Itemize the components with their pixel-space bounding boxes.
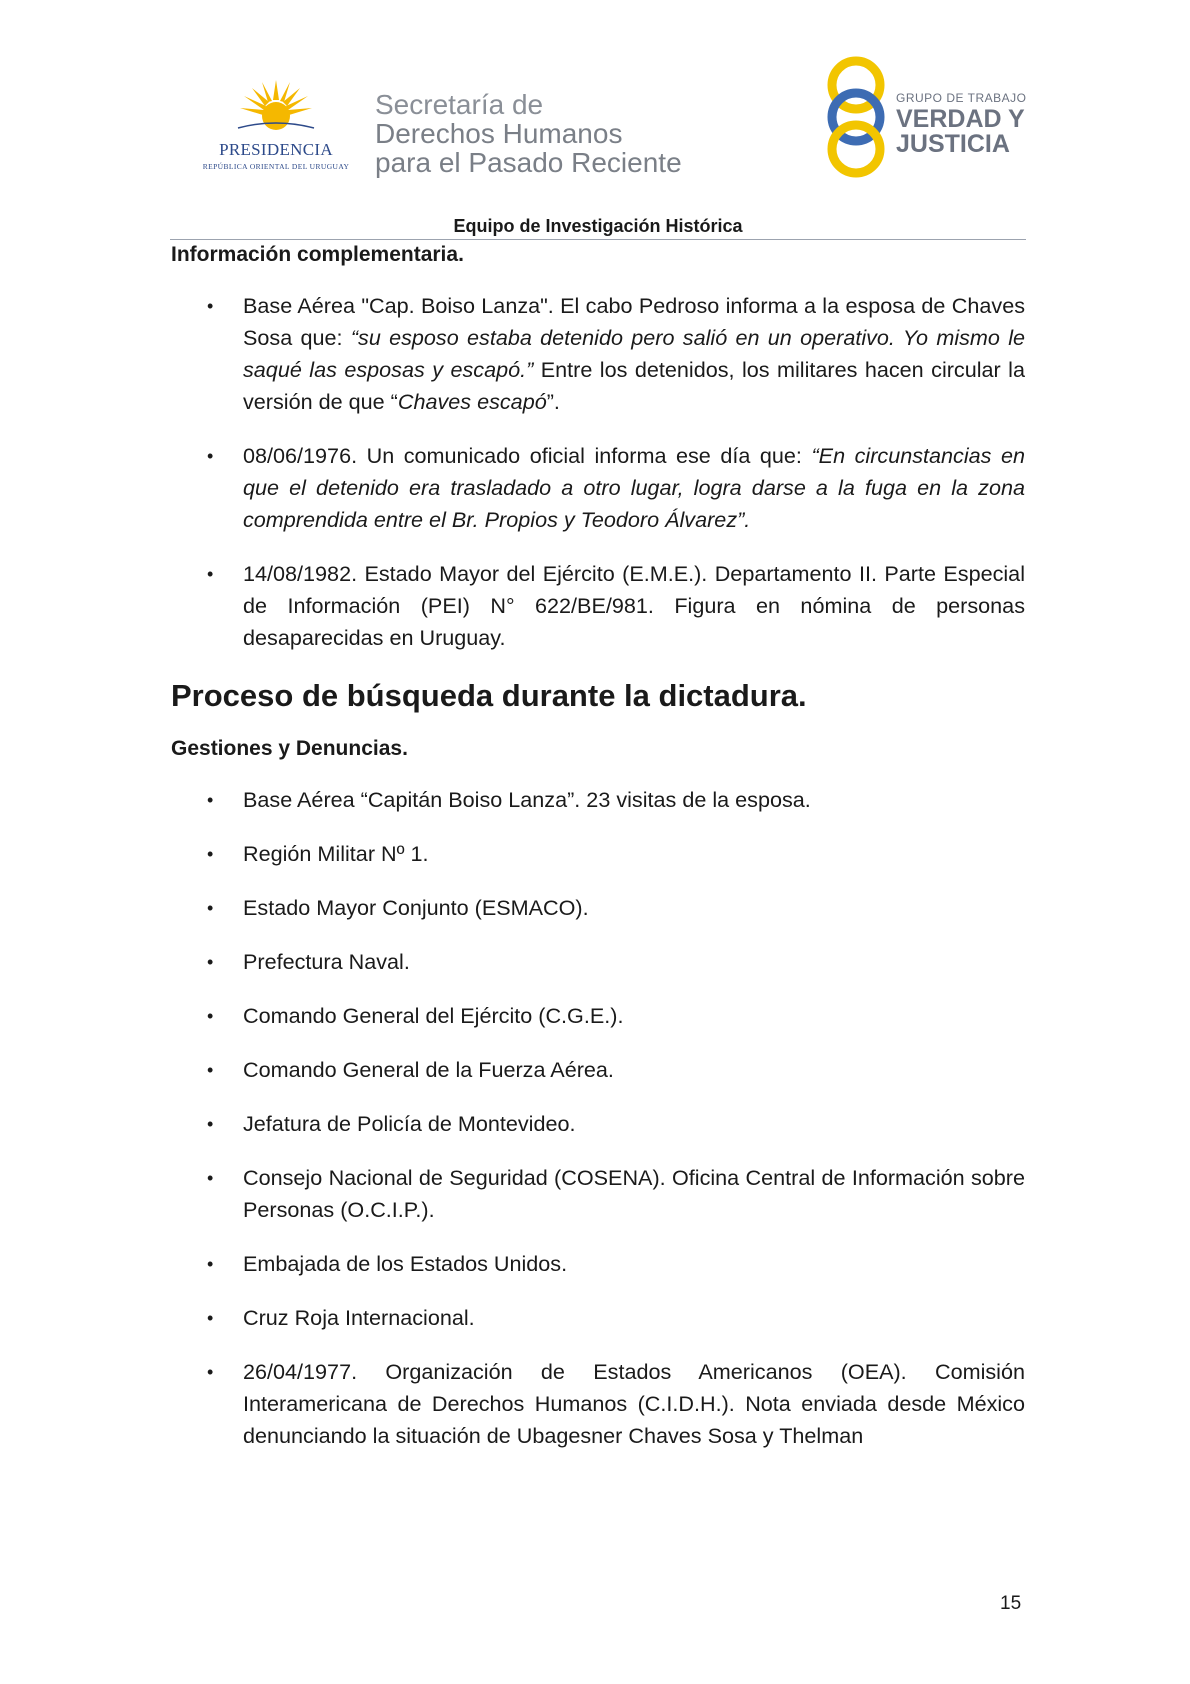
list-item [171, 290, 1025, 418]
item-quote: “En circunstancias en que el detenido era trasladado a otro lugar, logra darse a la fuga en la zona comprendida entre el Br. Propios y Teodoro Álvarez”. [243, 443, 1025, 532]
document-body [171, 240, 1025, 1474]
section-heading-complementaria: Información complementaria. [171, 243, 464, 266]
list-item: • Prefectura Naval. [171, 946, 1025, 978]
presidencia-subtitle: REPÚBLICA ORIENTAL DEL URUGUAY [202, 162, 350, 171]
list-item [171, 440, 1025, 536]
list-item: • Consejo Nacional de Seguridad (COSENA). Oficina Central de Información sobre Personas (O.C.I.P.). [171, 1162, 1025, 1226]
secretaria-line-1: Secretaría de [375, 89, 544, 120]
grupo-line-1: GRUPO DE TRABAJO [896, 91, 1027, 105]
item-text: ”. [546, 389, 560, 414]
presidencia-logo [196, 78, 356, 186]
gestiones-list [171, 784, 1025, 1452]
item-text: Base Aérea "Cap. Boiso Lanza". El cabo Pedroso informa a la esposa de Chaves Sosa que: [243, 293, 1025, 350]
list-item: • Jefatura de Policía de Montevideo. [171, 1108, 1025, 1140]
item-text: Entre los detenidos, los militares hacen circular la versión de que “ [243, 357, 1025, 414]
list-item: • Comando General de la Fuerza Aérea. [171, 1054, 1025, 1086]
item-text: 08/06/1976. Un comunicado oficial informa ese día que: [243, 443, 812, 468]
item-text: 14/08/1982. Estado Mayor del Ejército (E.M.E.). Departamento II. Parte Especial de Información (PEI) N° 622/BE/981. Figura en nómina de personas desaparecidas en Uruguay. [243, 561, 1025, 650]
page-header [0, 50, 1190, 185]
page-number: 15 [1000, 1593, 1022, 1614]
list-item: • Comando General del Ejército (C.G.E.). [171, 1000, 1025, 1032]
section-heading-proceso: Proceso de búsqueda durante la dictadura. [171, 678, 807, 713]
complementaria-list [171, 290, 1025, 654]
rings-icon [820, 55, 892, 180]
list-item: • Cruz Roja Internacional. [171, 1302, 1025, 1334]
list-item: • Estado Mayor Conjunto (ESMACO). [171, 892, 1025, 924]
list-item: • Base Aérea “Capitán Boiso Lanza”. 23 visitas de la esposa. [171, 784, 1025, 816]
list-item [171, 558, 1025, 654]
grupo-line-2: VERDAD Y [896, 105, 1025, 133]
grupo-line-3: JUSTICIA [896, 130, 1010, 158]
verdad-justicia-logo [820, 55, 1030, 180]
item-quote: Chaves escapó [397, 389, 547, 414]
list-item: • 26/04/1977. Organización de Estados Americanos (OEA). Comisión Interamericana de Derechos Humanos (C.I.D.H.). Nota enviada desde México denunciando la situación de Ubagesner Chaves Sosa y Thelman [171, 1356, 1025, 1452]
list-item: • Región Militar Nº 1. [171, 838, 1025, 870]
subheading-gestiones: Gestiones y Denuncias. [171, 737, 408, 760]
team-header: Equipo de Investigación Histórica [453, 216, 743, 236]
presidencia-name: PRESIDENCIA [219, 140, 333, 159]
secretaria-title [375, 90, 682, 177]
list-item: • Embajada de los Estados Unidos. [171, 1248, 1025, 1280]
sun-icon [236, 78, 316, 140]
secretaria-line-3: para el Pasado Reciente [375, 147, 682, 178]
secretaria-line-2: Derechos Humanos [375, 118, 623, 149]
item-quote: “su esposo estaba detenido pero salió en un operativo. Yo mismo le saqué las esposas y escapó.” [243, 325, 1025, 382]
